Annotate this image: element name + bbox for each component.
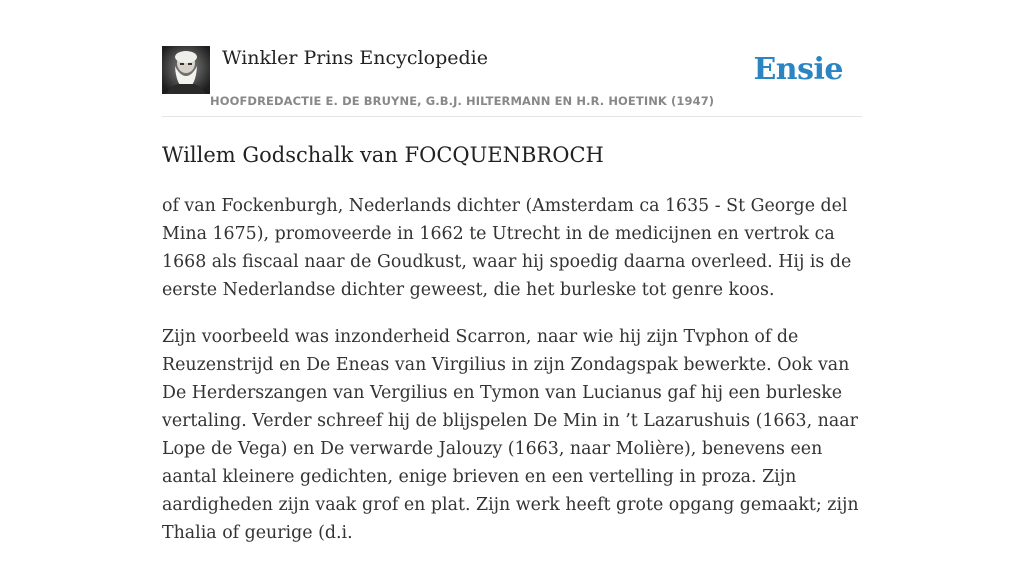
article-body [162, 192, 862, 566]
editors-credit: HOOFDREDACTIE E. DE BRUYNE, G.B.J. HILTERMANN EN H.R. HOETINK (1947) [210, 94, 715, 108]
article-title: Willem Godschalk van FOCQUENBROCH [162, 143, 604, 167]
ensie-logo[interactable]: Ensie [753, 52, 843, 87]
article-paragraph: of van Fockenburgh, Nederlands dichter (Amsterdam ca 1635 - St George del Mina 1675), promoveerde in 1662 te Utrecht in de medicijnen en vertrok ca 1668 als fiscaal naar de Goudkust, waar hij spoedig daarna overleed. Hij is de eerste Nederlandse dichter geweest, die het burleske tot genre koos. [162, 196, 852, 300]
article-paragraph: Zijn voorbeeld was inzonderheid Scarron, naar wie hij zijn Tvphon of de Reuzenstrijd en De Eneas van Virgilius in zijn Zondagspak bewerkte. Ook van De Herderszangen van Vergilius en Tymon van Lucianus gaf hij een burleske vertaling. Verder schreef hij de blijspelen De Min in ’t Lazarushuis (1663, naar Lope de Vega) en De verwarde Jalouzy (1663, naar Molière), benevens een aantal kleinere gedichten, enige brieven en een vertelling in proza. Zijn aardigheden zijn vaak grof en plat. Zijn werk heeft grote opgang gemaakt; zijn Thalia of geurige (d.i. [162, 327, 859, 543]
bearded-man-portrait-icon [162, 46, 210, 94]
site-header [162, 46, 862, 117]
site-title[interactable]: Winkler Prins Encyclopedie [222, 47, 488, 69]
